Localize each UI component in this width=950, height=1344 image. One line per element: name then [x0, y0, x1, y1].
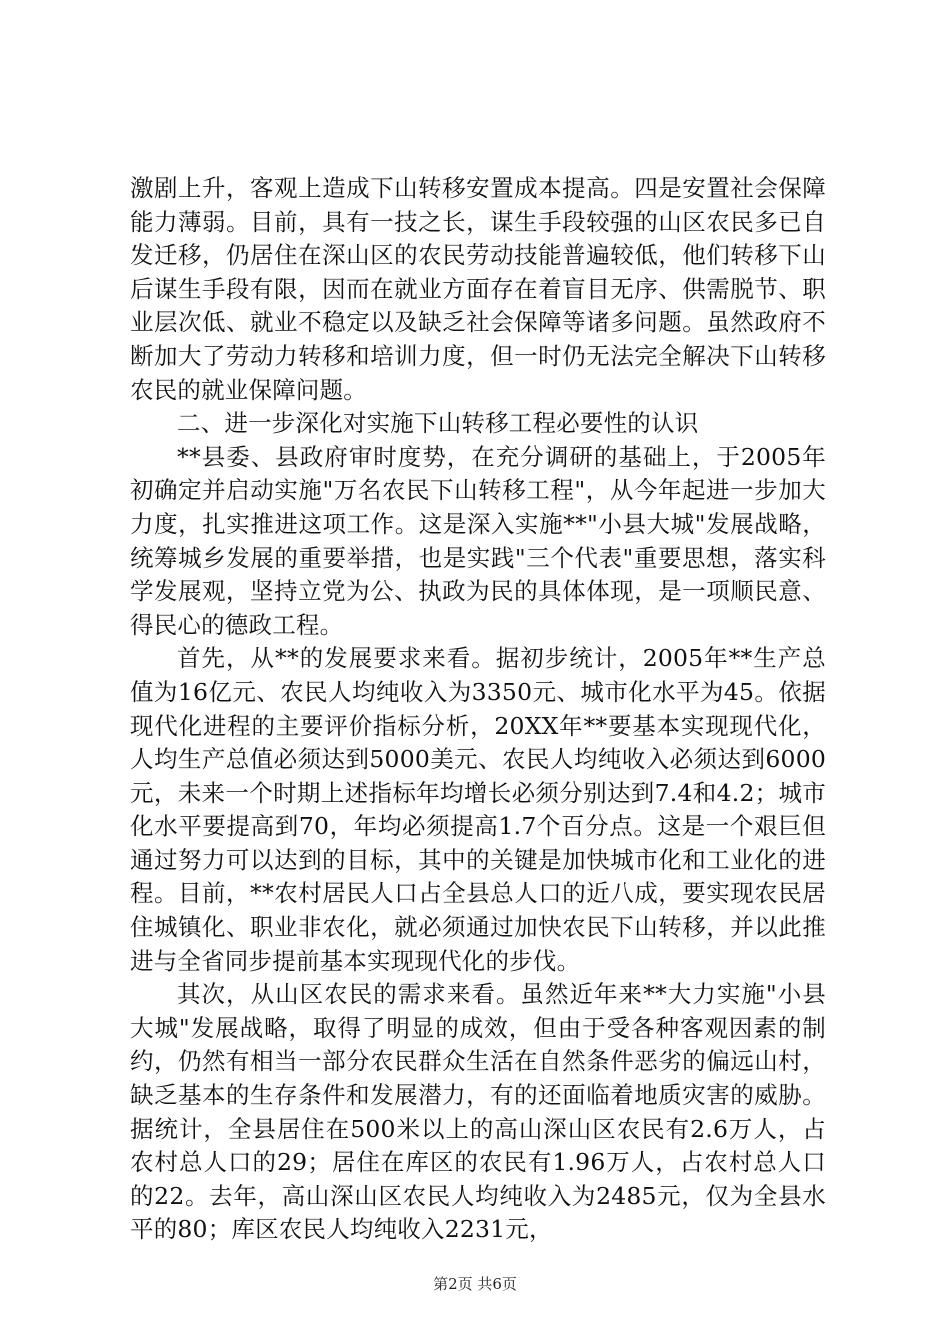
paragraph-intro: **县委、县政府审时度势，在充分调研的基础上，于2005年初确定并启动实施"万名农民下山转移工程"，从今年起进一步加大力度，扎实推进这项工作。这是深入实施**"小县大城"发展战略，统筹城乡发展的重要举措，也是实践"三个代表"重要思想，落实科学发展观，坚持立党为公、执政为民的具体体现，是一项顺民意、得民心的德政工程。 [130, 442, 826, 639]
section-heading: 二、进一步深化对实施下山转移工程必要性的认识 [177, 409, 699, 438]
paragraph-first: 首先，从**的发展要求来看。据初步统计，2005年**生产总值为16亿元、农民人均纯收入为3350元、城市化水平为45。依据现代化进程的主要评价指标分析，20XX年**要基本实现现代化，人均生产总值必须达到5000美元、农民人均纯收入必须达到6000元，未来一个时期上述指标年均增长必须分别达到7.4和4.2；城市化水平要提高到70，年均必须提高1.7个百分点。这是一个艰巨但通过努力可以达到的目标，其中的关键是加快城市化和工业化的进程。目前，**农村居民人口占全县总人口的近八成，要实现农民居住城镇化、职业非农化，就必须通过加快农民下山转移，并以此推进与全省同步提前基本实现现代化的步伐。 [130, 644, 826, 975]
paragraph-continuation: 激剧上升，客观上造成下山转移安置成本提高。四是安置社会保障能力薄弱。目前，具有一技之长，谋生手段较强的山区农民多已自发迁移，仍居住在深山区的农民劳动技能普遍较低，他们转移下山后谋生手段有限，因而在就业方面存在着盲目无序、供需脱节、职业层次低、就业不稳定以及缺乏社会保障等诸多问题。虽然政府不断加大了劳动力转移和培训力度，但一时仍无法完全解决下山转移农民的就业保障问题。 [130, 174, 826, 404]
page-footer: 第2页 共6页 [433, 1275, 517, 1293]
paragraph-second: 其次，从山区农民的需求来看。虽然近年来**大力实施"小县大城"发展战略，取得了明显的成效，但由于受各种客观因素的制约，仍然有相当一部分农民群众生活在自然条件恶劣的偏远山村，缺乏基本的生存条件和发展潜力，有的还面临着地质灾害的威胁。据统计，全县居住在500米以上的高山深山区农民有2.6万人，占农村总人口的29；居住在库区的农民有1.96万人，占农村总人口的22。去年，高山深山区农民人均纯收入为2485元，仅为全县水平的80；库区农民人均纯收入2231元， [130, 980, 826, 1244]
document-body [130, 172, 826, 1247]
